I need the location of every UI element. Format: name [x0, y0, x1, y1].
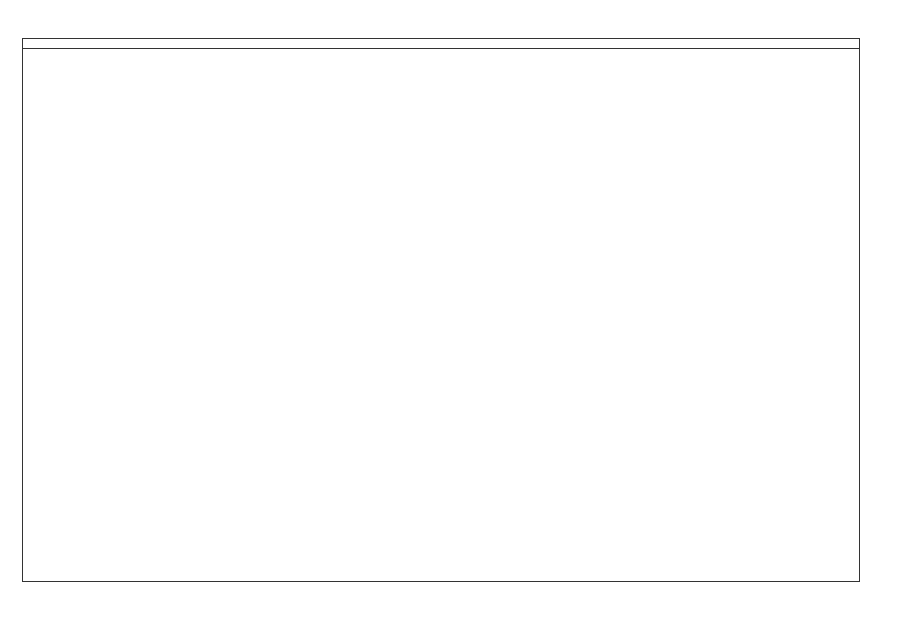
column-header-row — [23, 39, 859, 49]
spreadsheet — [22, 38, 860, 582]
